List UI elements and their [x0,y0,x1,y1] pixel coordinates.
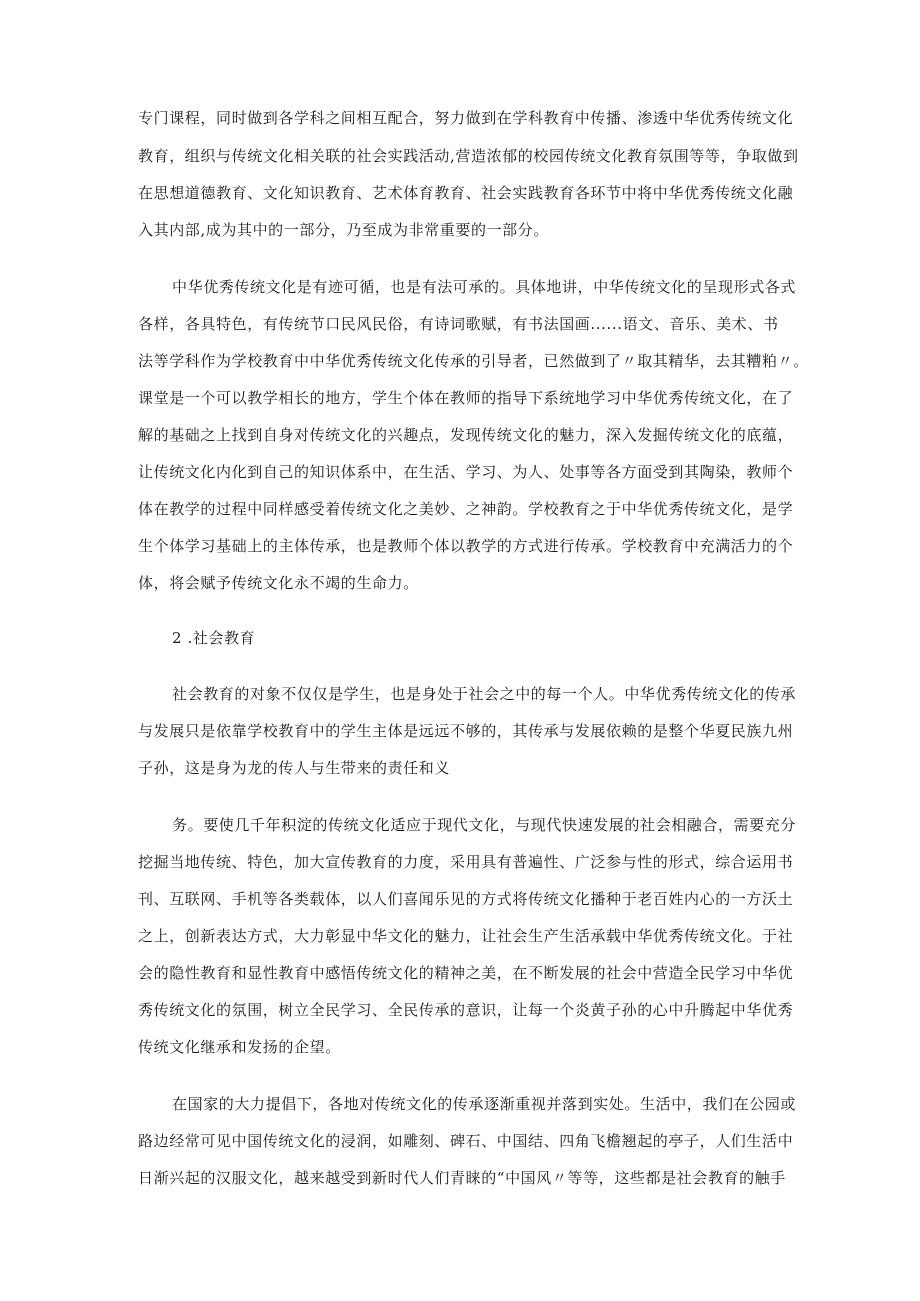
paragraph-5-line-2: 路边经常可见中国传统文化的浸润，如雕刻、碑石、中国结、四角飞檐翘起的亭子，人们生活中 [138,1132,794,1150]
paragraph-4-line-4: 之上，创新表达方式，大力彰显中华文化的魅力，让社会生产生活承载中华优秀传统文化。于社 [138,927,794,945]
paragraph-3-line-3: 子孙，这是身为龙的传人与生带来的责任和义 [138,759,451,777]
paragraph-1-line-1: 专门课程，同时做到各学科之间相互配合，努力做到在学科教育中传播、渗透中华优秀传统文化 [138,109,794,127]
paragraph-4-line-6: 秀传统文化的氛围，树立全民学习、全民传承的意识，让每一个炎黄子孙的心中升腾起中华优秀 [138,1001,794,1019]
paragraph-1-line-3: 在思想道德教育、文化知识教育、艺术体育教育、社会实践教育各环节中将中华优秀传统文化融 [138,184,794,202]
paragraph-2-line-7: 体在教学的过程中同样感受着传统文化之美妙、之神韵。学校教育之于中华优秀传统文化，是学 [138,500,794,518]
paragraph-2-line-2: 各样，各具特色，有传统节口民风民俗，有诗词歌赋，有书法国画......语文、音乐、美术、书 [138,315,779,333]
paragraph-2-line-6: 让传统文化内化到自己的知识体系中，在生活、学习、为人、处事等各方面受到其陶染，教师个 [138,463,794,481]
paragraph-2-line-3: 法等学科作为学校教育中中华优秀传统文化传承的引导者，已然做到了〃取其精华，去其糟粕〃。 [138,352,809,370]
section-heading-social-education: 2 .社会教育 [172,629,256,647]
paragraph-2-line-9: 体，将会赋予传统文化永不竭的生命力。 [138,574,419,592]
paragraph-1-line-4: 入其内部,成为其中的一部分，乃至成为非常重要的一部分。 [138,221,549,239]
paragraph-4-line-7: 传统文化继承和发扬的企望。 [138,1038,341,1056]
paragraph-3-line-2: 与发展只是依靠学校教育中的学生主体是远远不够的，其传承与发展依赖的是整个华夏民族九州 [138,722,794,740]
paragraph-2-line-1: 中华优秀传统文化是有迹可循，也是有法可承的。具体地讲，中华传统文化的呈现形式各式 [172,278,797,296]
paragraph-4-line-5: 会的隐性教育和显性教育中感悟传统文化的精神之美，在不断发展的社会中营造全民学习中华优 [138,964,794,982]
paragraph-1-line-2: 教育，组织与传统文化相关联的社会实践活动,营造浓郁的校园传统文化教育氛围等等，争取做到 [138,147,799,165]
paragraph-3-line-1: 社会教育的对象不仅仅是学生，也是身处于社会之中的每一个人。中华优秀传统文化的传承 [172,685,797,703]
paragraph-4-line-2: 挖掘当地传统、特色，加大宣传教育的力度，采用具有普遍性、广泛参与性的形式，综合运用书 [138,853,794,871]
paragraph-2-line-8: 生个体学习基础上的主体传承，也是教师个体以教学的方式进行传承。学校教育中充满活力的个 [138,537,794,555]
paragraph-4-line-1: 务。要使几千年积淀的传统文化适应于现代文化，与现代快速发展的社会相融合，需要充分 [172,816,797,834]
paragraph-2-line-4: 课堂是一个可以教学相长的地方，学生个体在教师的指导下系统地学习中华优秀传统文化，在了 [138,389,794,407]
paragraph-2-line-5: 解的基础之上找到自身对传统文化的兴趣点，发现传统文化的魅力，深入发掘传统文化的底蕴， [138,426,794,444]
paragraph-5-line-1: 在国家的大力提倡下，各地对传统文化的传承逐渐重视并落到实处。生活中，我们在公园或 [172,1095,797,1113]
paragraph-5-line-3: 日渐兴起的汉服文化，越来越受到新时代人们青睐的“中国风〃等等，这些都是社会教育的触手 [138,1169,786,1187]
paragraph-4-line-3: 刊、互联网、手机等各类载体，以人们喜闻乐见的方式将传统文化播种于老百姓内心的一方沃土 [138,890,794,908]
